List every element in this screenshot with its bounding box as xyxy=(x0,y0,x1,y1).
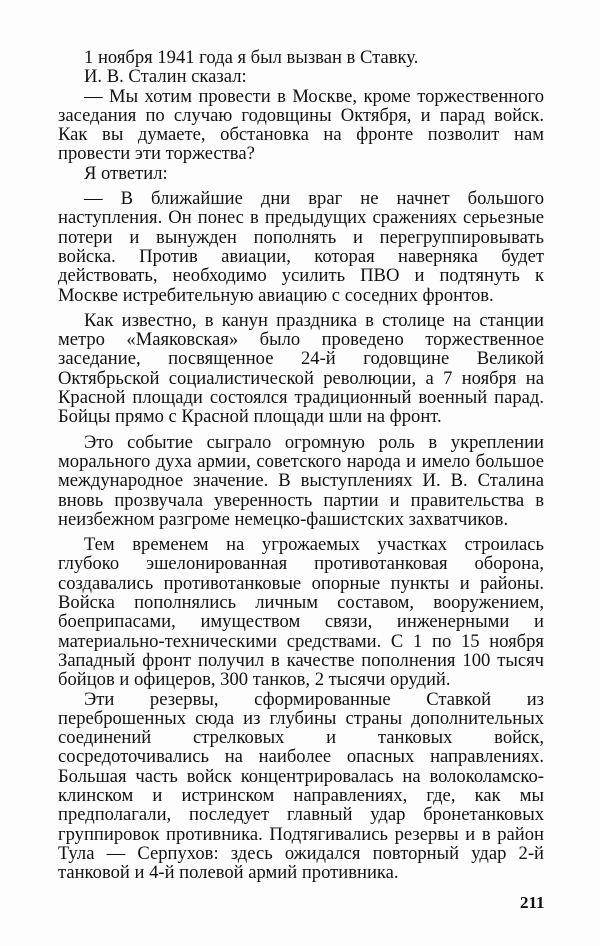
paragraph-9: Эти резервы, сформированные Ставкой из переброшенных сюда из глубины страны дополнительных соединений стрелковых и танковых войск, сосредоточивались на наиболее опасных направлениях. Большая часть войск концентрировалась на волоколамско-клинском и истринском направлениях, где, как мы предполагали, последует главный удар бронетанковых группировок противника. Подтягивались резервы и в район Тула — Серпухов: здесь ожидался повторный удар 2-й танковой и 4-й полевой армий противника. xyxy=(58,688,544,884)
paragraph-1: 1 ноября 1941 года я был вызван в Ставку. xyxy=(84,47,419,68)
body-text xyxy=(58,48,544,882)
page-number: 211 xyxy=(520,893,545,912)
paragraph-6: Как известно, в канун праздника в столице на станции метро «Маяковская» было проведено торжественное заседание, посвященное 24-й годовщине Великой Октябрьской социалистической революции, а 7 ноября на Красной площади состоялся традиционный военный парад. Бойцы прямо с Красной площади шли на фронт. xyxy=(58,309,544,428)
paragraph-2: И. В. Сталин сказал: xyxy=(84,66,247,88)
paragraph-4: Я ответил: xyxy=(84,162,168,184)
paragraph-5: — В ближайшие дни враг не начнет большого наступления. Он понес в предыдущих сражениях серьезные потери и вынужден пополнять и перегруппировывать войска. Против авиации, которая наверняка будет действовать, необходимо усилить ПВО и подтянуть к Москве истребительную авиацию с соседних фронтов. xyxy=(58,188,544,306)
paragraph-8: Тем временем на угрожаемых участках строилась глубоко эшелонированная противотанковая оборона, создавались противотанковые опорные пункты и районы. Войска пополнялись личным составом, вооружением, боеприпасами, имуществом связи, инженерными и материально-техническими средствами. С 1 по 15 ноября Западный фронт получил в качестве пополнения 100 тысяч бойцов и офицеров, 300 танков, 2 тысячи орудий. xyxy=(58,534,544,691)
paragraph-3: — Мы хотим провести в Москве, кроме торжественного заседания по случаю годовщины Октября, и парад войск. Как вы думаете, обстановка на фронте позволит нам провести эти торжества? xyxy=(58,85,544,165)
paragraph-7: Это событие сыграло огромную роль в укреплении морального духа армии, советского народа и имело большое международное значение. В выступлениях И. В. Сталина вновь прозвучала уверенность партии и правительства в неизбежном разгроме немецко-фашистских захватчиков. xyxy=(58,431,544,530)
